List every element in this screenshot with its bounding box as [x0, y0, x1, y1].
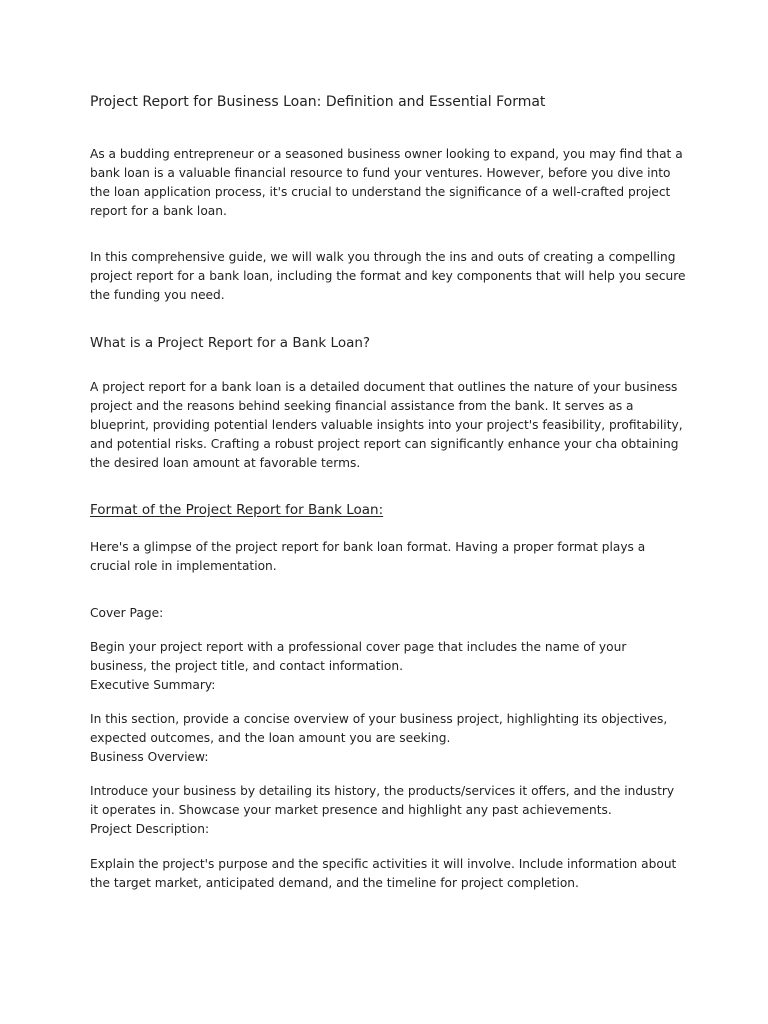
section-heading-format: Format of the Project Report for Bank Loan:: [90, 502, 384, 518]
section-paragraph-format: Here's a glimpse of the project report for bank loan format. Having a proper format plays a crucial role in implementation.: [90, 540, 646, 573]
business-overview-label: Business Overview:: [90, 750, 209, 764]
intro-paragraph-1: As a budding entrepreneur or a seasoned business owner looking to expand, you may find that a bank loan is a valuable financial resource to fund your ventures. However, before you dive into the loan application process, it's crucial to understand the significance of a well-crafted project report for a bank loan.: [90, 147, 683, 218]
page-title: Project Report for Business Loan: Definition and Essential Format: [90, 94, 546, 110]
business-overview-text: Introduce your business by detailing its history, the products/services it offers, and the industry it operates in. Showcase your market presence and highlight any past achievements.: [90, 784, 675, 817]
project-description-text: Explain the project's purpose and the specific activities it will involve. Include information about the target market, anticipated demand, and the timeline for project completion.: [90, 857, 677, 890]
executive-summary-text: In this section, provide a concise overview of your business project, highlighting its objectives, expected outcomes, and the loan amount you are seeking.: [90, 712, 668, 745]
section-heading-what-is: What is a Project Report for a Bank Loan?: [90, 335, 371, 351]
section-paragraph-what-is: A project report for a bank loan is a detailed document that outlines the nature of your business project and the reasons behind seeking financial assistance from the bank. It serves as a blueprint, providing potential lenders valuable insights into your project's feasibility, profitability, and potential risks. Crafting a robust project report can significantly enhance your cha obtaining the desired loan amount at favorable terms.: [90, 380, 683, 470]
intro-paragraph-2: In this comprehensive guide, we will walk you through the ins and outs of creating a compelling project report for a bank loan, including the format and key components that will help you secure the funding you need.: [90, 250, 686, 302]
cover-page-label: Cover Page:: [90, 606, 164, 620]
project-description-label: Project Description:: [90, 822, 210, 836]
executive-summary-label: Executive Summary:: [90, 678, 216, 692]
cover-page-text: Begin your project report with a professional cover page that includes the name of your business, the project title, and contact information.: [90, 640, 627, 673]
